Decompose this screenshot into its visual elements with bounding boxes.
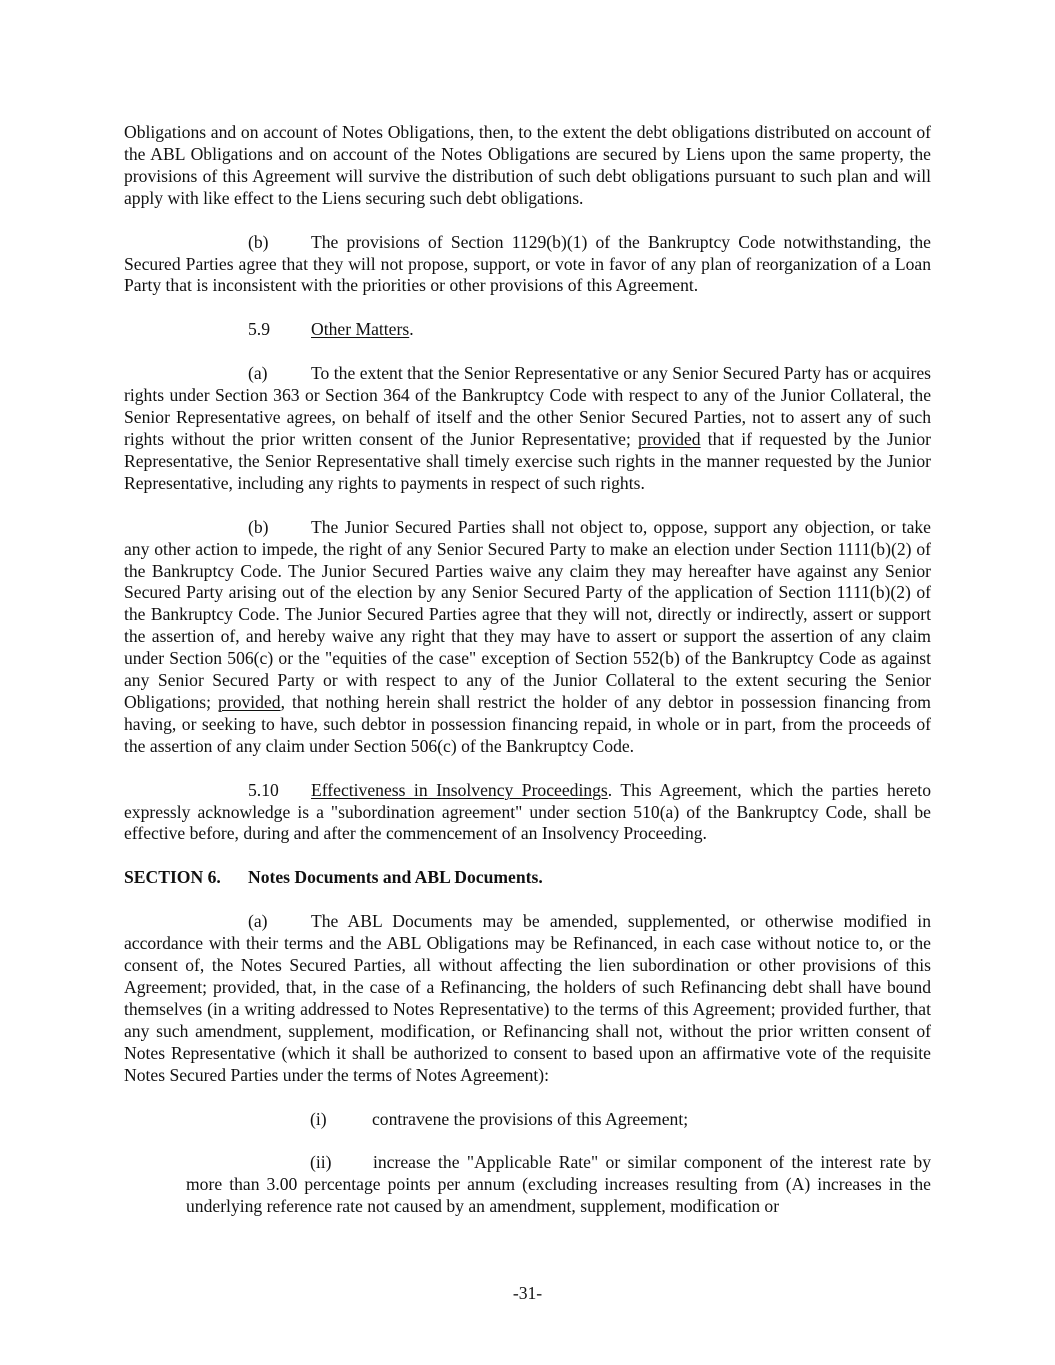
paragraph-5-9-b	[124, 517, 931, 758]
paragraph-continuation: Obligations and on account of Notes Obligations, then, to the extent the debt obligations distributed on account of the ABL Obligations and on account of the Notes Obligations are secured by Liens upon the same property, the provisions of this Agreement will survive the distribution of such debt obligations pursuant to such plan and will apply with like effect to the Liens securing such debt obligations.	[124, 122, 931, 208]
section-5-10	[124, 780, 931, 846]
clause-text-part1: To the extent that the Senior Representative or any Senior Secured Party has or acquires rights under Section 363 or Section 364 of the Bankruptcy Code with respect to any of the Junior Collateral, the Senior Representative agrees, on behalf of itself and the other Senior Secured Parties, not to assert any of such rights without the prior written consent of the Junior Representative;	[124, 363, 931, 449]
clause-number: (b)	[248, 516, 269, 537]
section-title: Other Matters	[311, 319, 410, 340]
section-5-9-heading	[124, 319, 931, 341]
document-page	[124, 122, 931, 1218]
clause-number: (a)	[248, 363, 268, 384]
clause-text-part1: The Junior Secured Parties shall not object to, oppose, support any objection, or take any other action to impede, the right of any Senior Secured Party to make an election under Section 1111(b)(2) of the Bankruptcy Code. The Junior Secured Parties waive any claim they may hereafter have against any Senior Secured Party arising out of the election by any Senior Secured Party of the application of Section 1111(b)(2) of the Bankruptcy Code. The Junior Secured Parties agree that they will not, directly or indirectly, assert or support the assertion of, and hereby waive any right that they may have to assert or support the assertion of any claim under Section 506(c) or the "equities of the case" exception of Section 552(b) of the Bankruptcy Code as against any Senior Secured Party or with respect to any of the Junior Collateral to the extent securing the Senior Obligations;	[124, 516, 931, 712]
section-title: Effectiveness in Insolvency Proceedings	[311, 779, 608, 800]
clause-text: The ABL Documents may be amended, supplemented, or otherwise modified in accordance with their terms and the ABL Obligations may be Refinanced, in each case without notice to, or the consent of, the Notes Secured Parties, all without affecting the lien subordination or other provisions of this Agreement; provided, that, in the case of a Refinancing, the holders of such Refinancing debt shall have bound themselves (in a writing addressed to Notes Representative) to the terms of this Agreement; provided further, that any such amendment, supplement, modification, or Refinancing shall not, without the prior written consent of Notes Representative (which it shall be authorized to consent to based upon an affirmative vote of the requisite Notes Secured Parties under the terms of Notes Agreement):	[124, 911, 931, 1085]
clause-number: (a)	[248, 911, 268, 932]
section-text: . This Agreement, which the parties hereto expressly acknowledge is a "subordination agreement" under section 510(a) of the Bankruptcy Code, shall be effective before, during and after the commencement of an Insolvency Proceeding.	[124, 779, 931, 844]
item-text: contravene the provisions of this Agreement;	[372, 1108, 689, 1129]
paragraph-5-8-b	[124, 232, 931, 298]
clause-text: The provisions of Section 1129(b)(1) of the Bankruptcy Code notwithstanding, the Secured Parties agree that they will not propose, support, or vote in favor of any plan of reorganization of a Loan Party that is inconsistent with the priorities or other provisions of this Agreement.	[124, 231, 931, 296]
paragraph-5-9-a	[124, 363, 931, 494]
list-item-i	[124, 1109, 931, 1131]
section-6-heading	[124, 867, 931, 889]
provided-term: provided	[638, 428, 701, 449]
page-number: -31-	[512, 1283, 543, 1303]
section-number: 5.10	[248, 779, 279, 800]
clause-text-part2: that if requested by the Junior Representative, the Senior Representative shall timely exercise such rights in the manner requested by the Junior Representative, including any rights to payments in respect of such rights.	[124, 428, 931, 493]
section-title: Notes Documents and ABL Documents.	[248, 867, 543, 888]
clause-text-part2: , that nothing herein shall restrict the holder of any debtor in possession financing from having, or seeking to have, such debtor in possession financing repaid, in whole or in part, from the proceeds of the assertion of any claim under Section 506(c) of the Bankruptcy Code.	[124, 691, 931, 756]
list-item-ii	[124, 1152, 931, 1218]
clause-number: (b)	[248, 231, 269, 252]
item-number: (i)	[310, 1108, 327, 1129]
item-number: (ii)	[310, 1152, 332, 1173]
paragraph-6-a	[124, 911, 931, 1086]
section-number: 5.9	[248, 319, 270, 340]
provided-term: provided	[218, 691, 281, 712]
item-text: increase the "Applicable Rate" or similar component of the interest rate by more than 3.00 percentage points per annum (excluding increases resulting from (A) increases in the underlying reference rate not caused by an amendment, supplement, modification or	[186, 1152, 931, 1217]
section-title-end: .	[409, 319, 414, 340]
section-number: SECTION 6.	[124, 867, 221, 888]
